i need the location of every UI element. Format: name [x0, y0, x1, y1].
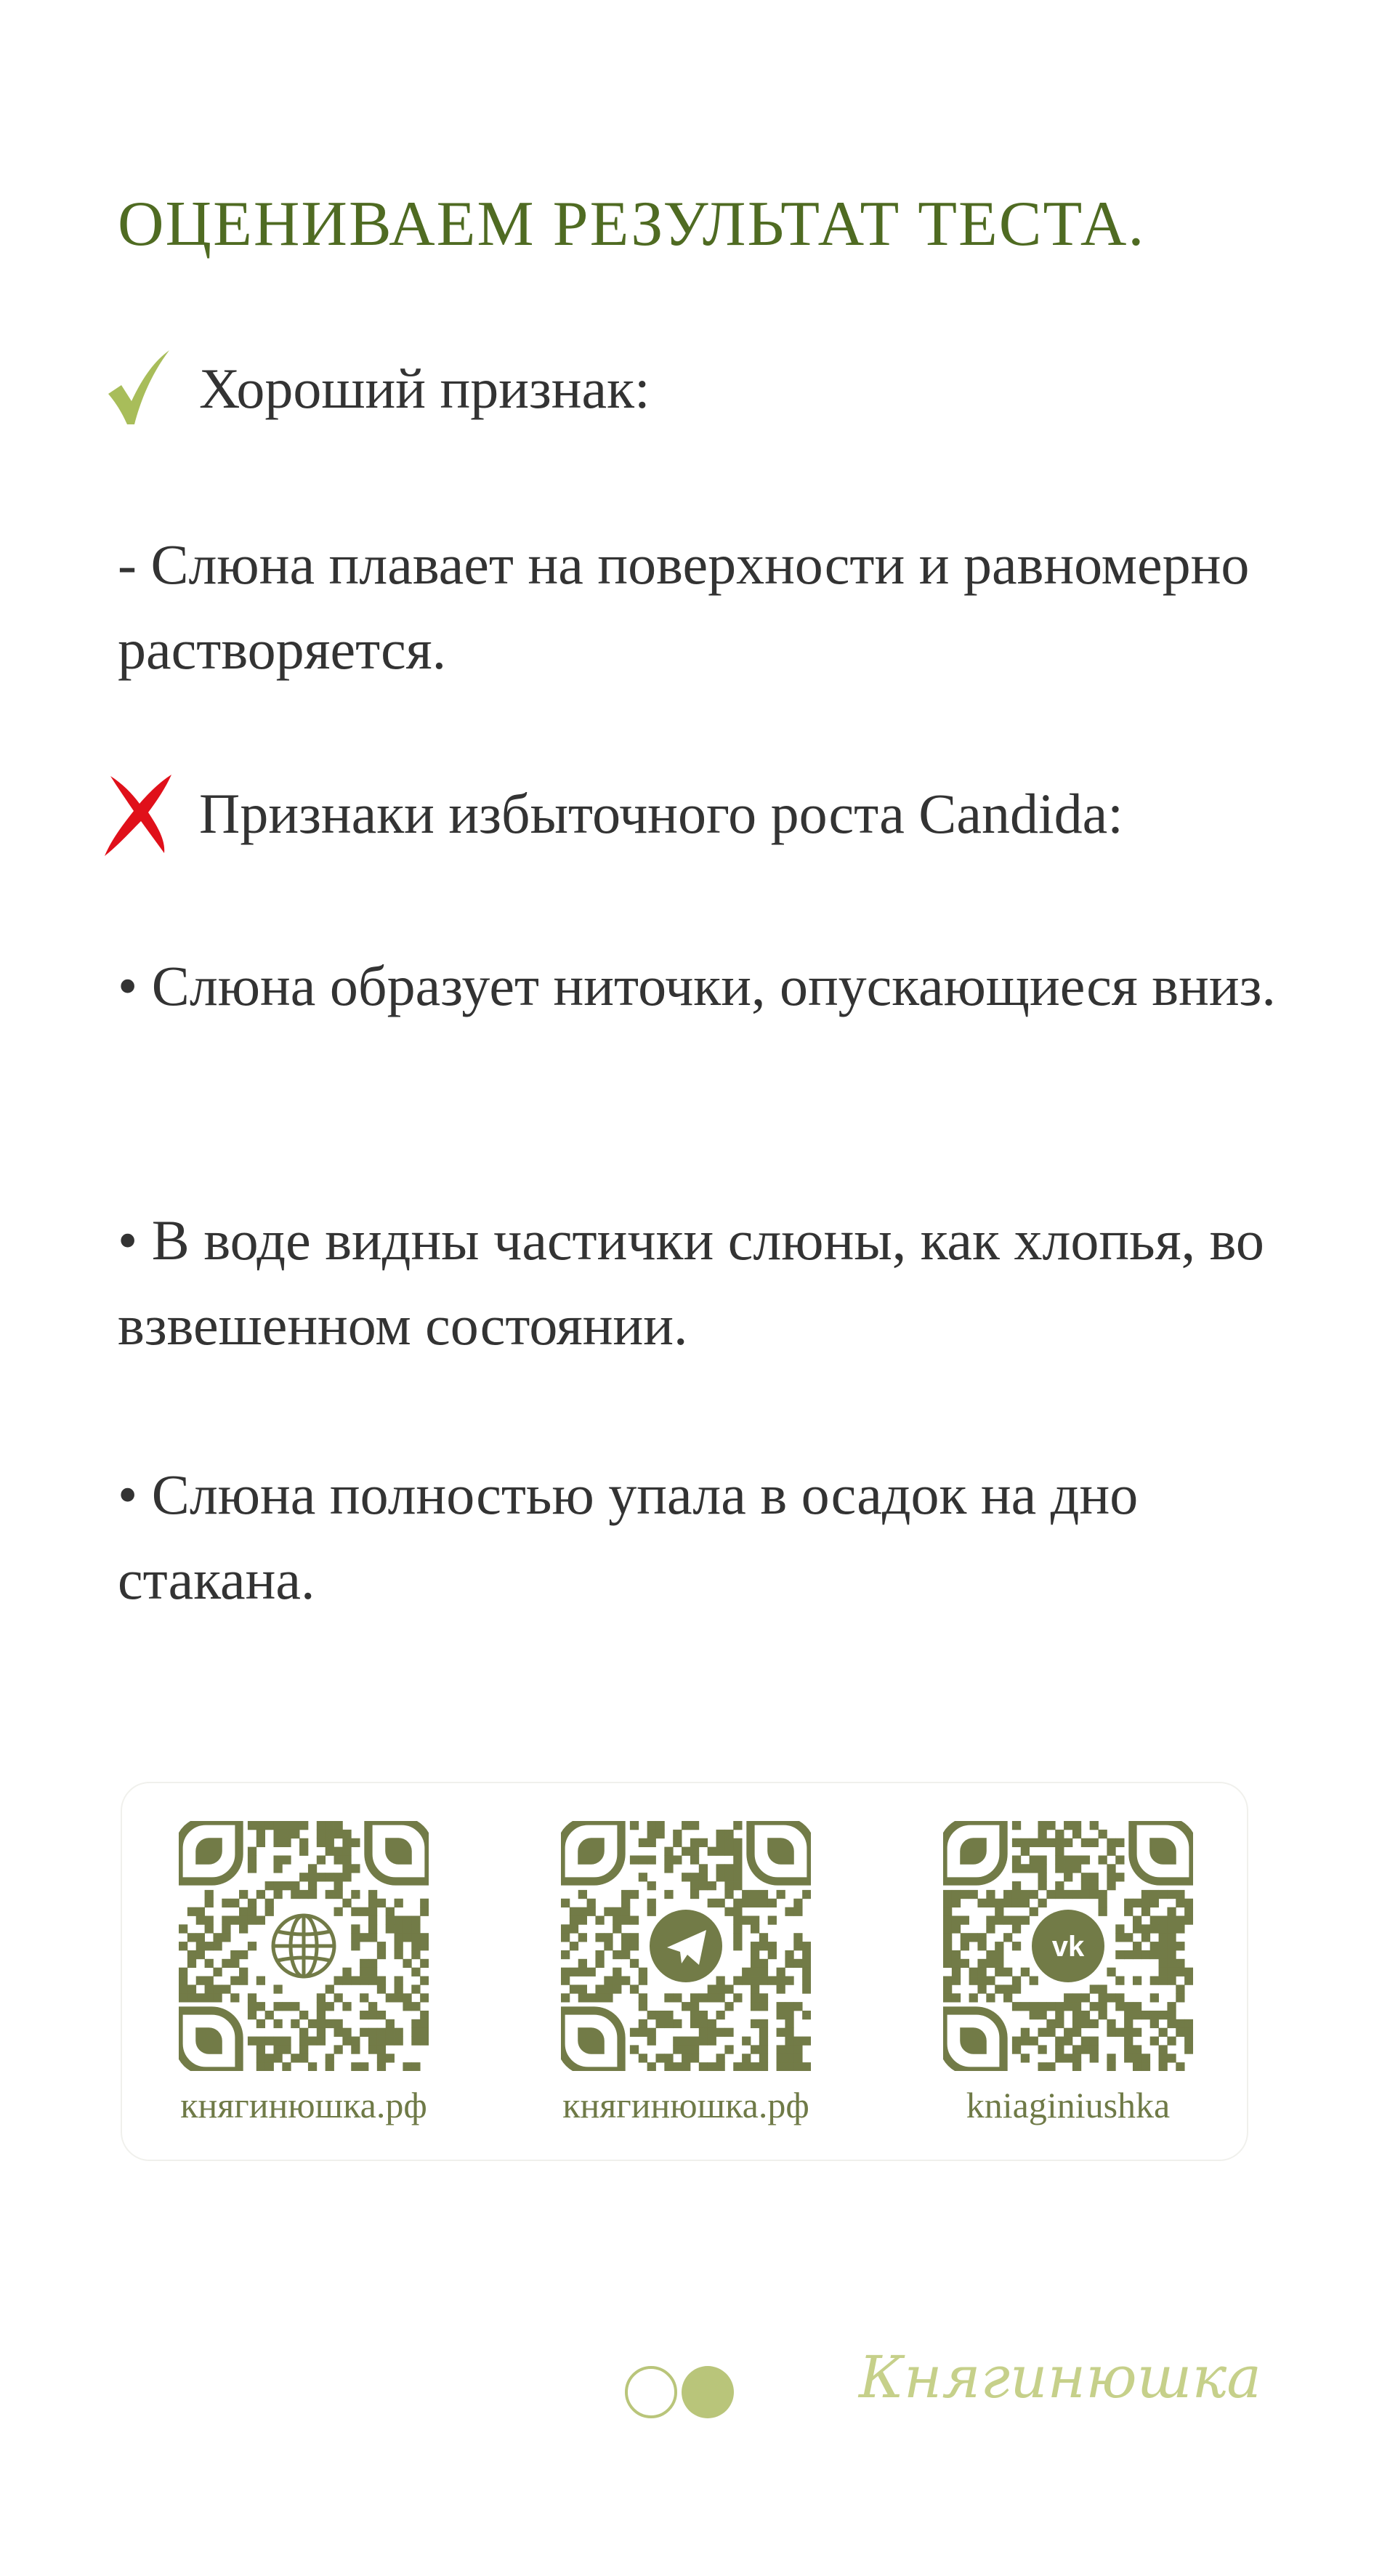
bad-sign-label: Признаки избыточного роста Candida:: [199, 782, 1123, 845]
decorative-circles: [625, 2366, 734, 2418]
qr-caption-vk: kniaginiushka: [966, 2085, 1171, 2125]
qr-caption-website: княгинюшка.рф: [180, 2085, 427, 2125]
page-title: ОЦЕНИВАЕМ РЕЗУЛЬТАТ ТЕСТА.: [118, 189, 1146, 259]
candida-sign-2: • В воде видны частички слюны, как хлопья, во взвешенном состоянии.: [118, 1208, 1264, 1357]
cross-icon: [102, 774, 174, 854]
qr-vk[interactable]: [916, 1821, 1221, 2126]
outline-circle-icon: [625, 2366, 677, 2418]
filled-circle-icon: [682, 2366, 734, 2418]
candida-sign-1: • Слюна образует ниточки, опускающиеся вниз.: [118, 954, 1276, 1017]
qr-caption-telegram: княгинюшка.рф: [562, 2085, 809, 2125]
checkmark-icon: [102, 349, 174, 429]
brand-logo: Княгинюшка: [859, 2343, 1261, 2411]
qr-code-vk[interactable]: [943, 1821, 1193, 2071]
qr-telegram[interactable]: [533, 1821, 838, 2126]
qr-code-telegram[interactable]: [561, 1821, 811, 2071]
good-sign-label-row: [102, 349, 650, 429]
qr-code-website[interactable]: [179, 1821, 429, 2071]
qr-website[interactable]: [151, 1821, 456, 2126]
svg-text:vk: vk: [1051, 1931, 1085, 1963]
candida-sign-3: • Слюна полностью упала в осадок на дно стакана.: [118, 1463, 1139, 1611]
good-sign-label: Хороший признак:: [199, 357, 650, 420]
good-sign-text: - Слюна плавает на поверхности и равномерно растворяется.: [118, 533, 1250, 681]
qr-code-card: [121, 1782, 1248, 2161]
bad-sign-label-row: [102, 774, 1123, 854]
